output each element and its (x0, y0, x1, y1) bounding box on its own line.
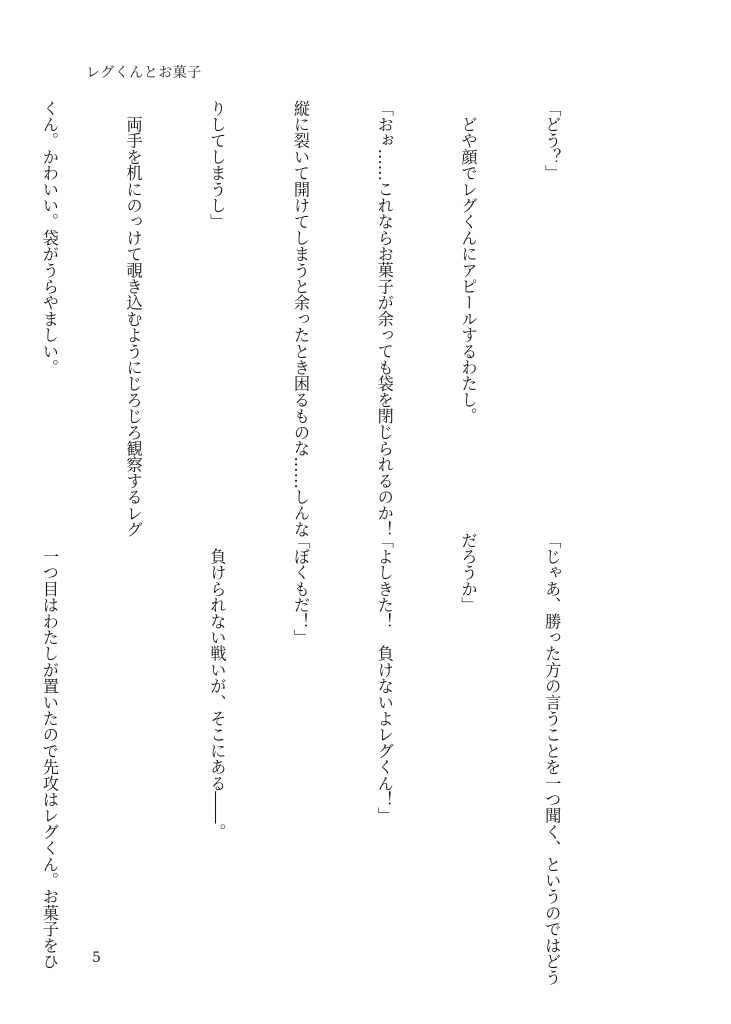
upper-text-block (39, 100, 621, 538)
text-line: りしてしまうし」 (207, 100, 227, 230)
text-line: 「よしきた！ 負けないよレグくん！」 (374, 532, 394, 824)
text-line: 縦に裂いて開けてしまうと余ったとき困るものな……しんな (291, 100, 311, 538)
text-line: くん。かわいい。袋がうらやましい。 (39, 100, 59, 376)
text-line: だろうか」 (458, 532, 478, 613)
text-line: 「どう？」 (542, 100, 562, 181)
text-line: 「おぉ……これならお菓子が余っても袋を閉じられるのか！ (374, 100, 394, 538)
page-number: 5 (92, 950, 101, 966)
text-line: 一つ目はわたしが置いたので先攻はレグくん。お菓子をひ (39, 532, 59, 970)
text-line: 両手を机にのっけて覗き込むようにじろじろ観察するレグ (123, 100, 143, 538)
text-line: 「ぼくもだ！」 (291, 532, 311, 646)
text-line: 「じゃあ、勝った方の言うことを一つ聞く、というのではどう (542, 532, 562, 986)
text-line: どや顔でレグくんにアピールするわたし。 (458, 100, 478, 424)
running-title: レグくんとお菓子 (86, 65, 202, 81)
text-line: 負けられない戦いが、そこにある――。 (207, 532, 227, 840)
lower-text-block (39, 532, 621, 986)
blank-line (119, 532, 147, 942)
